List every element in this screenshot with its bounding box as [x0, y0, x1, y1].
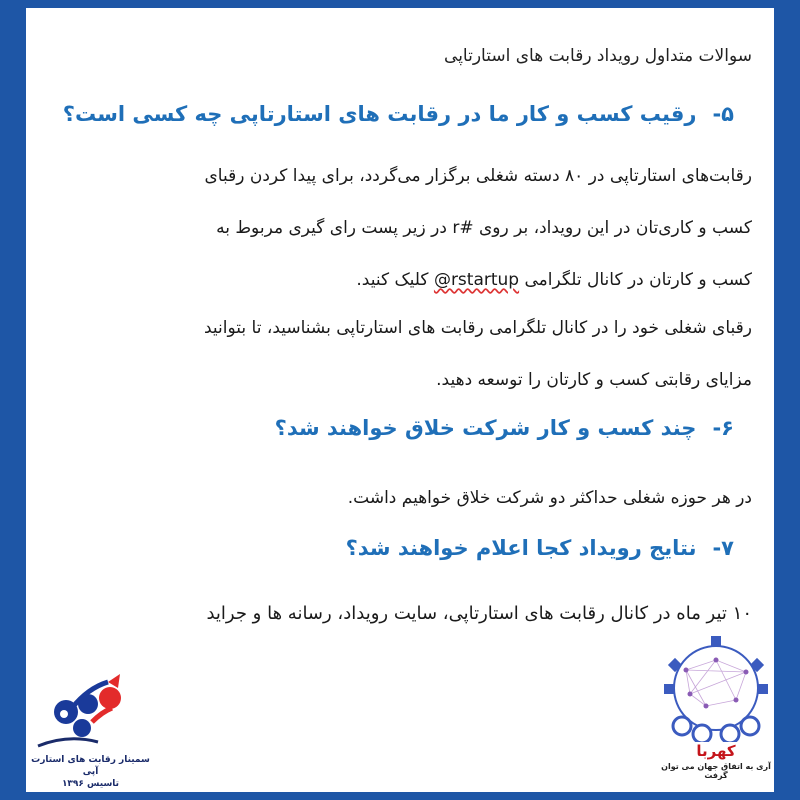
question-5-number: ۵- — [712, 102, 734, 126]
question-5-heading — [63, 102, 734, 126]
gear-network-icon — [656, 630, 776, 742]
paragraph-line: کسب و کاری‌تان در این رویداد، بر روی #r در زیر پست رای گیری مربوط به — [216, 218, 752, 238]
paragraph-line: مزایای رقابتی کسب و کارتان را توسعه دهید. — [436, 370, 752, 390]
paragraph-line — [48, 254, 752, 306]
question-5-paragraph-1 — [48, 150, 752, 306]
page-header: سوالات متداول رویداد رقابت های استارتاپی — [444, 46, 752, 66]
paragraph-text: کسب و کارتان در کانال تلگرامی — [519, 270, 752, 290]
question-6-answer — [48, 472, 752, 524]
telegram-handle: @rstartup — [433, 270, 520, 290]
kahroba-logo-slogan: آری به اتفاق جهان می توان گرفت — [661, 762, 771, 780]
seminar-logo-caption — [28, 754, 153, 790]
question-6-title: چند کسب و کار شرکت خلاق خواهند شد؟ — [274, 416, 697, 440]
question-7-heading — [346, 536, 734, 560]
seminar-logo-title: سمینار رقابت های استارت آپی — [31, 755, 150, 777]
question-6-number: ۶- — [712, 416, 734, 440]
startup-seminar-logo — [28, 668, 153, 788]
rocket-logo-icon — [28, 668, 153, 754]
paragraph-line: در هر حوزه شغلی حداکثر دو شرکت خلاق خواهیم داشت. — [347, 488, 752, 508]
paragraph-line: ۱۰ تیر ماه در کانال رقابت های استارتاپی، سایت رویداد، رسانه ها و جراید — [206, 603, 752, 624]
question-7-number: ۷- — [712, 536, 734, 560]
question-5-paragraph-2 — [48, 302, 752, 406]
paragraph-line: رقبای شغلی خود را در کانال تلگرامی رقابت های استارتاپی بشناسید، تا بتوانید — [203, 318, 752, 338]
question-7-title: نتایج رویداد کجا اعلام خواهند شد؟ — [345, 536, 697, 560]
paragraph-text: کلیک کنید. — [356, 270, 434, 290]
kahroba-logo — [656, 630, 776, 780]
question-7-answer — [48, 588, 752, 640]
question-6-heading — [275, 416, 734, 440]
kahroba-logo-name: کهربا — [696, 742, 736, 760]
seminar-logo-founded: تاسیس ۱۳۹۶ — [61, 779, 120, 789]
paragraph-line: رقابت‌های استارتاپی در ۸۰ دسته شغلی برگزار می‌گردد، برای پیدا کردن رقبای — [204, 166, 752, 186]
question-5-title: رقیب کسب و کار ما در رقابت های استارتاپی چه کسی است؟ — [62, 102, 697, 126]
